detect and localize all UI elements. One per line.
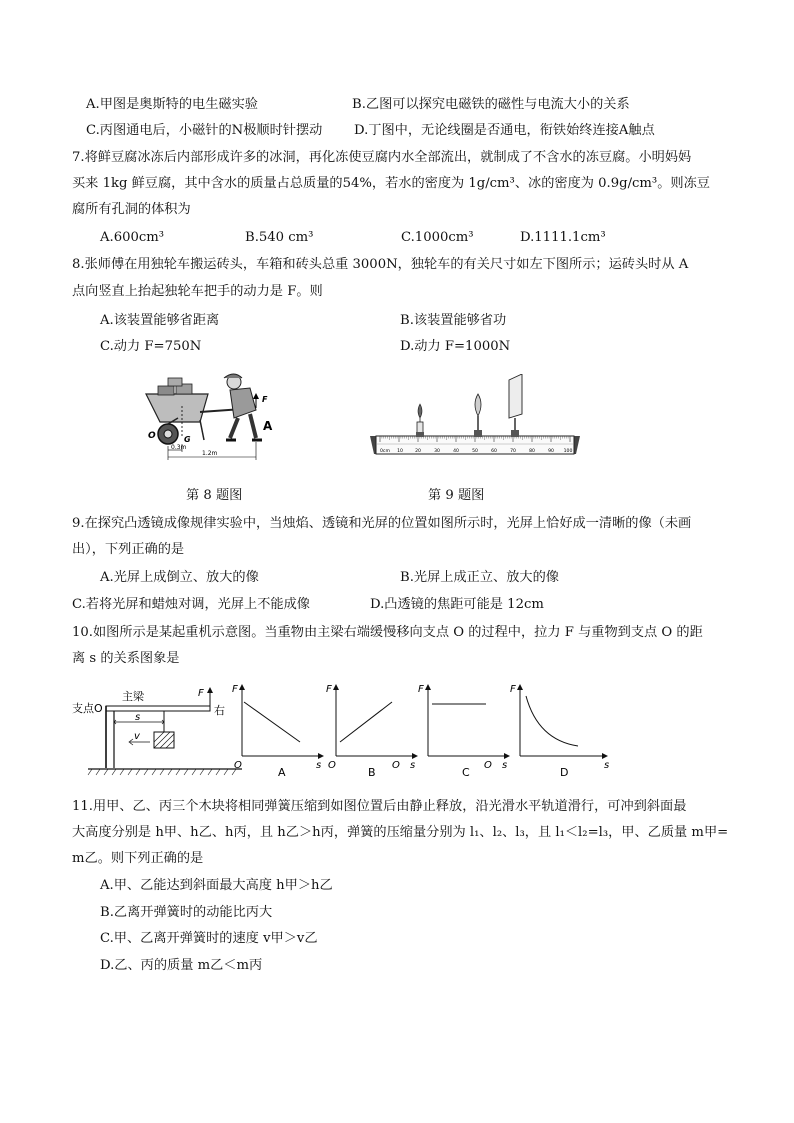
q11-line-1: 11.用甲、乙、丙三个木块将相同弹簧压缩到如图位置后由静止释放，沿光滑水平轨道滑行，可冲到斜面最 bbox=[72, 799, 687, 814]
fig8-label-g: G bbox=[184, 435, 191, 444]
fig10-pivot-label: 支点O bbox=[72, 702, 103, 715]
fig8-label-a: A bbox=[263, 419, 273, 433]
graph-d-x-label: s bbox=[604, 760, 610, 771]
fig8-dim-long: 1.2m bbox=[202, 450, 218, 457]
fig9-tick-80: 80 bbox=[529, 449, 535, 454]
fig9-tick-20: 20 bbox=[415, 449, 421, 454]
q8-option-c: C.动力 F=750N bbox=[100, 339, 202, 354]
graph-d-y-label: F bbox=[510, 684, 516, 695]
graph-b bbox=[333, 684, 418, 759]
optical-bench-illustration bbox=[370, 374, 580, 454]
q8-line-1: 8.张师傅在用独轮车搬运砖头，车箱和砖头总重 3000N，独轮车的有关尺寸如左下图所示；运砖头时从 A bbox=[72, 257, 689, 272]
graph-d-label: D bbox=[560, 766, 569, 779]
q8-option-d: D.动力 F=1000N bbox=[400, 339, 511, 354]
fig10-distance-label: s bbox=[135, 712, 141, 723]
fig9-tick-40: 40 bbox=[453, 449, 459, 454]
graph-c-origin: O bbox=[392, 760, 400, 771]
graph-a-origin: O bbox=[234, 760, 242, 771]
q7-line-2: 买来 1kg 鲜豆腐，其中含水的质量占总质量的54%，若水的密度为 1g/cm³、冰的密度为 0.9g/cm³。则冻豆 bbox=[72, 176, 710, 191]
q7-option-c: C.1000cm³ bbox=[401, 230, 474, 245]
q10-line-2: 离 s 的关系图象是 bbox=[72, 651, 180, 666]
q9-option-a: A.光屏上成倒立、放大的像 bbox=[100, 570, 259, 585]
q6-option-d: D.丁图中，无论线圈是否通电，衔铁始终连接A触点 bbox=[354, 123, 655, 138]
q8-line-2: 点向竖直上抬起独轮车把手的动力是 F。则 bbox=[72, 284, 323, 299]
fig9-unit-label: 0cm bbox=[380, 449, 390, 454]
graph-b-y-label: F bbox=[326, 684, 332, 695]
fig9-tick-90: 90 bbox=[548, 449, 554, 454]
graph-d-origin: O bbox=[484, 760, 492, 771]
figure-10-crane-and-graphs bbox=[72, 676, 622, 784]
figure-8-wheelbarrow bbox=[138, 372, 278, 462]
fig10-right-label: 右 bbox=[214, 704, 225, 717]
q10-line-1: 10.如图所示是某起重机示意图。当重物由主梁右端缓慢移向支点 O 的过程中，拉力 F 与重物到支点 O 的距 bbox=[72, 625, 703, 640]
q11-option-a: A.甲、乙能达到斜面最大高度 h甲＞h乙 bbox=[100, 878, 333, 893]
graph-c-y-label: F bbox=[418, 684, 424, 695]
q7-option-b: B.540 cm³ bbox=[245, 230, 314, 245]
wheelbarrow-illustration bbox=[146, 374, 262, 460]
q11-line-2: 大高度分别是 h甲、h乙、h丙，且 h乙＞h丙，弹簧的压缩量分别为 l₁、l₂、l₃，且 l₁＜l₂=l₃，甲、乙质量 m甲= bbox=[72, 825, 729, 840]
q7-option-d: D.1111.1cm³ bbox=[520, 230, 606, 245]
q9-option-c: C.若将光屏和蜡烛对调，光屏上不能成像 bbox=[72, 597, 310, 612]
caption-fig9: 第 9 题图 bbox=[428, 488, 485, 503]
graph-b-x-label: s bbox=[410, 760, 416, 771]
fig10-beam-label: 主梁 bbox=[122, 690, 144, 703]
q6-option-b: B.乙图可以探究电磁铁的磁性与电流大小的关系 bbox=[352, 97, 630, 112]
q8-option-b: B.该装置能够省功 bbox=[400, 313, 507, 328]
q6-option-c: C.丙图通电后，小磁针的N极顺时针摆动 bbox=[86, 123, 323, 138]
fig9-tick-100: 100 bbox=[563, 449, 573, 454]
q9-line-1: 9.在探究凸透镜成像规律实验中，当烛焰、透镜和光屏的位置如图所示时，光屏上恰好成一清晰的像（未画 bbox=[72, 516, 692, 531]
graph-d bbox=[517, 684, 608, 759]
q11-option-b: B.乙离开弹簧时的动能比丙大 bbox=[100, 905, 273, 920]
graph-a-x-label: s bbox=[316, 760, 322, 771]
fig8-label-f: F bbox=[262, 395, 268, 404]
graph-a bbox=[239, 684, 324, 759]
graph-b-origin: O bbox=[328, 760, 336, 771]
graph-a-label: A bbox=[278, 766, 286, 779]
q8-option-a: A.该装置能够省距离 bbox=[100, 313, 220, 328]
q7-line-1: 7.将鲜豆腐冰冻后内部形成许多的冰洞，再化冻使豆腐内水全部流出，就制成了不含水的冻豆腐。小明妈妈 bbox=[72, 150, 692, 165]
fig9-tick-60: 60 bbox=[491, 449, 497, 454]
fig8-dim-short: 0.3m bbox=[171, 444, 187, 451]
caption-fig8: 第 8 题图 bbox=[186, 488, 243, 503]
q11-option-d: D.乙、丙的质量 m乙＜m丙 bbox=[100, 958, 263, 973]
q6-option-a: A.甲图是奥斯特的电生磁实验 bbox=[86, 97, 258, 112]
figure-9-optical-bench bbox=[368, 374, 582, 458]
q11-option-c: C.甲、乙离开弹簧时的速度 v甲＞v乙 bbox=[100, 931, 318, 946]
q7-option-a: A.600cm³ bbox=[100, 230, 165, 245]
q11-line-3: m乙。则下列正确的是 bbox=[72, 851, 204, 866]
fig9-tick-50: 50 bbox=[472, 449, 478, 454]
q9-option-d: D.凸透镜的焦距可能是 12cm bbox=[370, 597, 544, 612]
fig8-label-o: O bbox=[148, 431, 156, 441]
fig10-velocity-label: v bbox=[134, 731, 140, 742]
q9-line-2: 出），下列正确的是 bbox=[72, 542, 185, 557]
graph-a-y-label: F bbox=[232, 684, 238, 695]
fig10-force-label: F bbox=[198, 688, 204, 699]
fig9-tick-30: 30 bbox=[434, 449, 440, 454]
q7-line-3: 腐所有孔洞的体积为 bbox=[72, 202, 191, 217]
crane-diagram bbox=[88, 687, 242, 775]
graph-c bbox=[425, 684, 510, 759]
graph-b-label: B bbox=[368, 766, 376, 779]
graph-c-x-label: s bbox=[502, 760, 508, 771]
fig9-tick-70: 70 bbox=[510, 449, 516, 454]
graph-c-label: C bbox=[462, 766, 470, 779]
q9-option-b: B.光屏上成正立、放大的像 bbox=[400, 570, 559, 585]
fig9-tick-10: 10 bbox=[397, 449, 403, 454]
